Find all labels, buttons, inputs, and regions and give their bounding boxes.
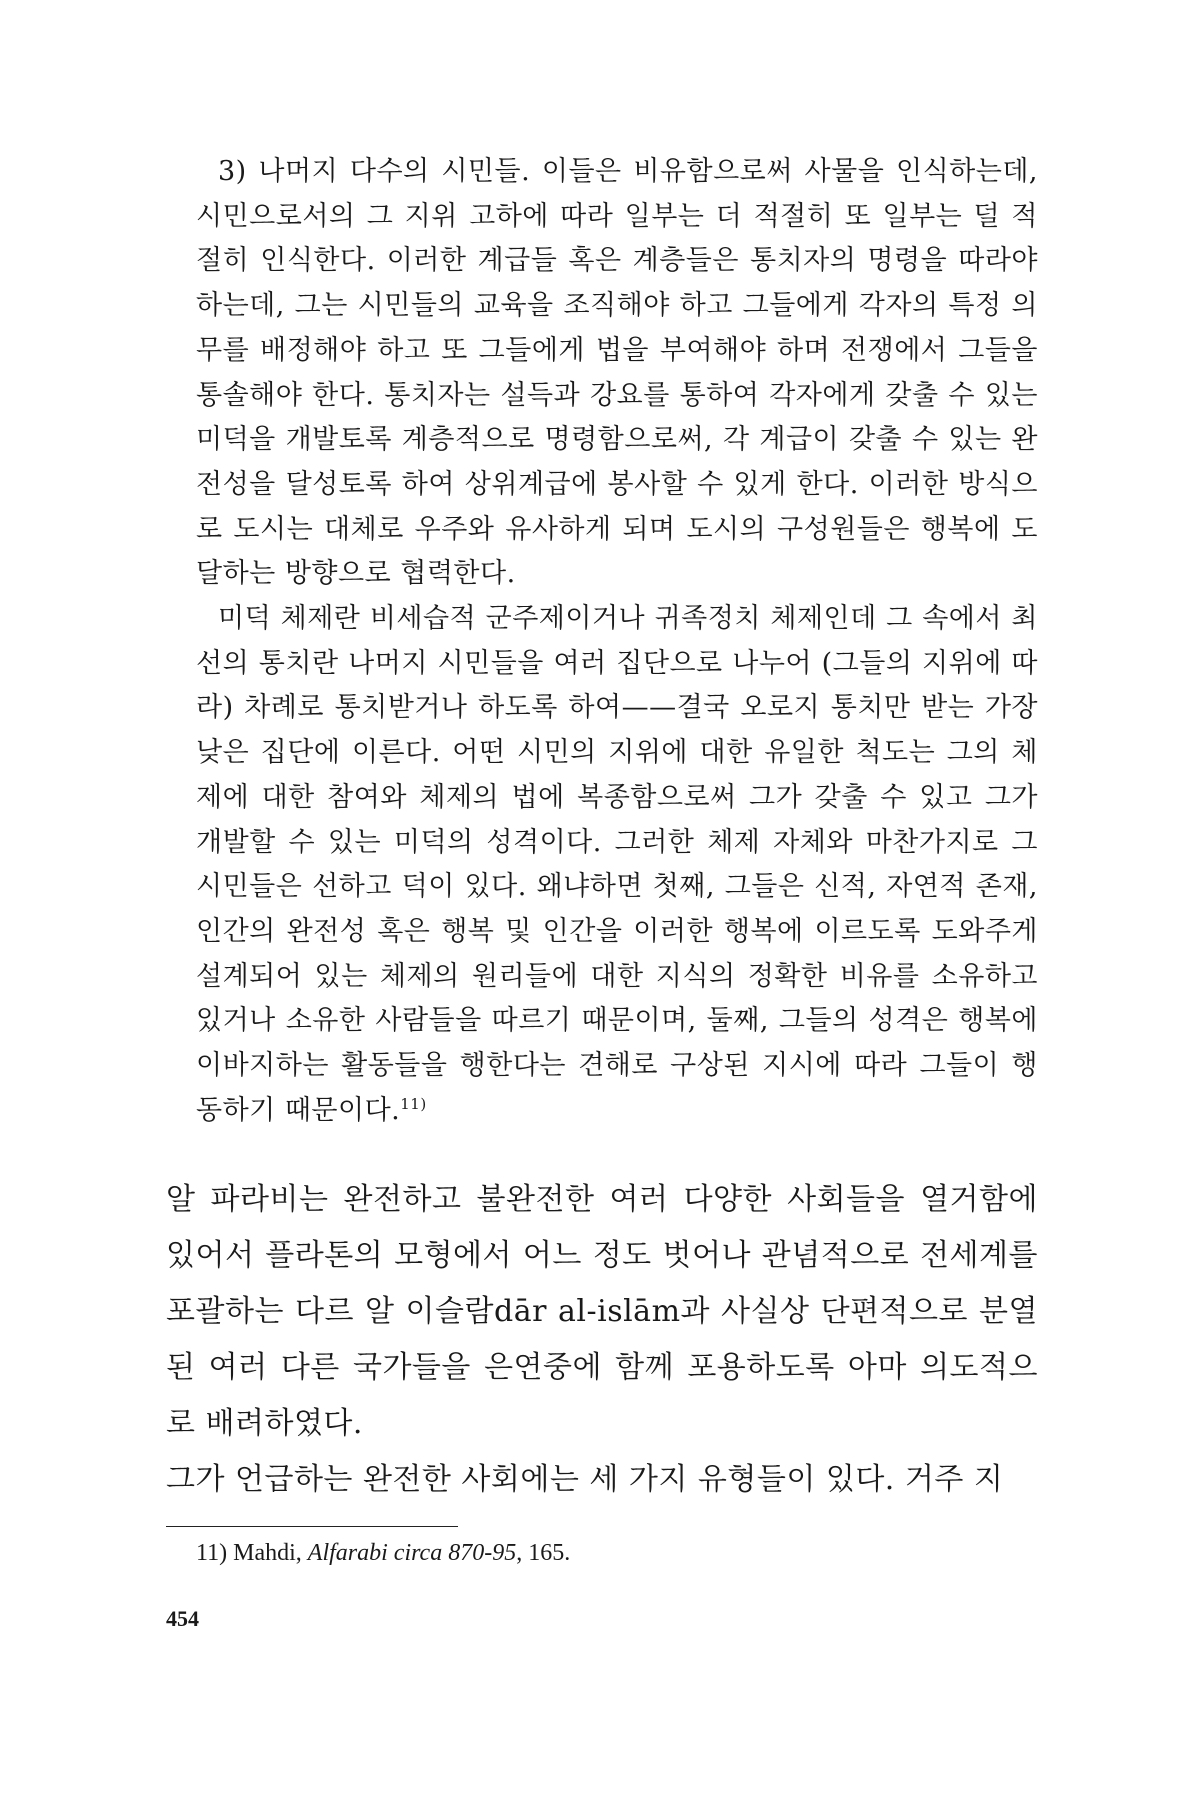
body-text bbox=[166, 1172, 1038, 1508]
quote-paragraph-text: 3) 나머지 다수의 시민들. 이들은 비유함으로써 사물을 인식하는데, 시민으로서의 그 지위 고하에 따라 일부는 더 적절히 또 일부는 덜 적절히 인식한다. 이러한 계급들 혹은 계층들은 통치자의 명령을 따라야 하는데, 그는 시민들의 교육을 조직해야 하고 그들에게 각자의 특정 의무를 배정해야 하고 또 그들에게 법을 부여해야 하며 전쟁에서 그들을 통솔해야 한다. 통치자는 설득과 강요를 통하여 각자에게 갖출 수 있는 미덕을 개발토록 계층적으로 명령함으로써, 각 계급이 갖출 수 있는 완전성을 달성토록 하여 상위계급에 봉사할 수 있게 한다. 이러한 방식으로 도시는 대체로 우주와 유사하게 되며 도시의 구성원들은 행복에 도달하는 방향으로 협력한다. bbox=[196, 156, 1038, 590]
footnote bbox=[196, 1536, 1038, 1570]
quote-paragraph bbox=[196, 597, 1038, 1133]
block-quote bbox=[196, 150, 1038, 1133]
body-paragraph: 그가 언급하는 완전한 사회에는 세 가지 유형들이 있다. 거주 지 bbox=[166, 1462, 1004, 1497]
quote-paragraph-text: 미덕 체제란 비세습적 군주제이거나 귀족정치 체제인데 그 속에서 최선의 통치란 나머지 시민들을 여러 집단으로 나누어 (그들의 지위에 따라) 차례로 통치받거나 하도록 하여——결국 오로지 통치만 받는 가장 낮은 집단에 이른다. 어떤 시민의 지위에 대한 유일한 척도는 그의 체제에 대한 참여와 체제의 법에 복종함으로써 그가 갖출 수 있고 그가 개발할 수 있는 미덕의 성격이다. 그러한 체제 자체와 마찬가지로 그 시민들은 선하고 덕이 있다. 왜냐하면 첫째, 그들은 신적, 자연적 존재, 인간의 완전성 혹은 행복 및 인간을 이러한 행복에 이르도록 도와주게 설계되어 있는 체제의 원리들에 대한 지식의 정확한 비유를 소유하고 있거나 소유한 사람들을 따르기 때문이며, 둘째, 그들의 성격은 행복에 이바지하는 활동들을 행한다는 견해로 구상된 지시에 따라 그들이 행동하기 때문이다. bbox=[196, 603, 1038, 1126]
page-number: 454 bbox=[166, 1606, 199, 1631]
quote-paragraph bbox=[196, 150, 1038, 597]
footnote-author: Mahdi, bbox=[233, 1540, 302, 1566]
body-paragraph: 알 파라비는 완전하고 불완전한 여러 다양한 사회들을 열거함에 있어서 플라톤의 모형에서 어느 정도 벗어나 관념적으로 전세계를 포괄하는 다르 알 이슬람dār al-islām과 사실상 단편적으로 분열된 여러 다른 국가들을 은연중에 함께 포용하도록 아마 의도적으로 배려하였다. bbox=[166, 1182, 1038, 1441]
footnote-divider bbox=[166, 1526, 458, 1527]
footnote-page: , 165. bbox=[516, 1540, 571, 1566]
footnote-title: Alfarabi circa 870-95 bbox=[307, 1540, 517, 1566]
footnote-number: 11) bbox=[196, 1540, 228, 1566]
footnote-reference: 11) bbox=[400, 1094, 427, 1113]
